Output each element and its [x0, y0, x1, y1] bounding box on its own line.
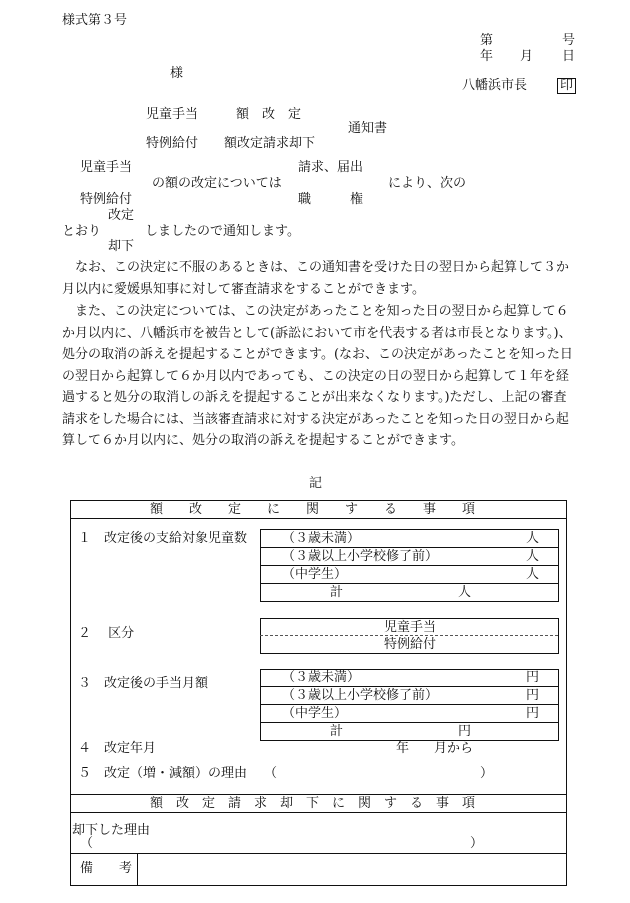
- title-jido: 児童手当: [146, 107, 199, 122]
- body-jido: 児童手当: [80, 160, 133, 175]
- item1-unit-2: 人: [526, 549, 540, 564]
- number-go: 号: [562, 33, 576, 48]
- item1-line3: [260, 583, 558, 584]
- date-day: 日: [562, 49, 576, 64]
- item3-total-unit: 円: [458, 724, 472, 739]
- item3-line2: [260, 704, 558, 705]
- body-shimashita: しましたので通知します。: [145, 224, 300, 239]
- seal-mark: 印: [557, 78, 576, 94]
- mayor-name: 八幡浜市長: [462, 78, 528, 93]
- item3-unit-1: 円: [526, 670, 540, 685]
- item3-row-elementary: （３歳以上小学校修了前）: [282, 688, 439, 703]
- item4-year: 年: [396, 741, 410, 756]
- section2-header: 額 改 定 請 求 却 下 に 関 す る 事 項: [150, 796, 476, 811]
- paragraph-lawsuit: また、この決定については、この決定があったことを知った日の翌日から起算して６か月以内に、八幡浜市を被告として(訴訟において市を代表する者は市長となります。)、処分の取消の訴えを提起することができます。(なお、この決定があったことを知った日の翌日から起算して６か月以内であっても、この決定の日の翌日から起算して１年を経過すると処分の取消しの訴えを提起することが出来なくなります。)ただし、上記の審査請求をした場合には、当該審査請求に対する決定があったことを知った日の翌日から起算して６か月以内に、処分の取消の訴えを提起することができます。: [62, 304, 573, 448]
- title-tsuchisho: 通知書: [348, 121, 388, 136]
- remarks-label: 備 考: [80, 861, 133, 876]
- item5-close-paren: ）: [480, 766, 494, 781]
- item5-open-paren: （: [264, 766, 278, 781]
- body-shokken: 職 権: [298, 192, 364, 207]
- item3-line1: [260, 686, 558, 687]
- item3-row-junior: （中学生）: [282, 706, 348, 721]
- item3-row-under3: （３歳未満）: [282, 670, 361, 685]
- number-dai: 第: [480, 33, 494, 48]
- item1-total-unit: 人: [458, 585, 472, 600]
- rejection-reason-label: 却下した理由: [72, 823, 151, 838]
- remarks-divider: [137, 853, 138, 885]
- rejection-open-paren: （: [80, 836, 94, 851]
- body-kyakka: 却下: [108, 239, 135, 254]
- item1-row-under3: （３歳未満）: [282, 531, 361, 546]
- item1-unit-3: 人: [526, 567, 540, 582]
- body-tokurei: 特例給付: [80, 192, 133, 207]
- body-niyori: により、次の: [388, 176, 467, 191]
- form-number: 様式第３号: [62, 13, 128, 28]
- item4-label: ４ 改定年月: [78, 741, 157, 756]
- body-nogaku: の額の改定については: [152, 176, 282, 191]
- section1-header-divider: [70, 518, 566, 519]
- item1-label: １ 改定後の支給対象児童数: [78, 531, 248, 546]
- item5-label: ５ 改定（増・減額）の理由: [78, 766, 248, 781]
- item2-option-jido: 児童手当: [384, 620, 437, 635]
- item1-row-junior: （中学生）: [282, 567, 348, 582]
- item3-label: ３ 改定後の手当月額: [78, 676, 209, 691]
- body-kaitei: 改定: [108, 208, 135, 223]
- remarks-top-line: [70, 853, 566, 854]
- item3-unit-3: 円: [526, 706, 540, 721]
- paragraph-appeal: なお、この決定に不服のあるときは、この通知書を受けた日の翌日から起算して３か月以内に愛媛県知事に対して審査請求をすることができます。: [62, 260, 570, 297]
- title-kyakka: 額改定請求却下: [224, 136, 316, 151]
- item3-unit-2: 円: [526, 688, 540, 703]
- item4-month-from: 月から: [434, 741, 474, 756]
- item3-line3: [260, 722, 558, 723]
- title-tokurei: 特例給付: [146, 136, 199, 151]
- item2-option-tokurei: 特例給付: [384, 637, 437, 652]
- date-month: 月: [520, 49, 534, 64]
- title-gakukaitei: 額 改 定: [236, 107, 302, 122]
- item2-label: ２ 区分: [78, 626, 135, 641]
- body-seikyu: 請求、届出: [298, 160, 364, 175]
- item3-total-label: 計: [330, 724, 344, 739]
- rejection-close-paren: ）: [470, 836, 484, 851]
- item1-line1: [260, 547, 558, 548]
- section1-header: 額 改 定 に 関 す る 事 項: [150, 502, 476, 517]
- addressee-sama: 様: [170, 66, 184, 81]
- item1-unit-1: 人: [526, 531, 540, 546]
- date-year: 年: [480, 49, 494, 64]
- section2-top-line: [70, 794, 566, 795]
- body-toori: とおり: [62, 224, 102, 239]
- item1-line2: [260, 565, 558, 566]
- section2-header-line: [70, 812, 566, 813]
- item1-row-elementary: （３歳以上小学校修了前）: [282, 549, 439, 564]
- item1-total-label: 計: [330, 585, 344, 600]
- ki-label: 記: [309, 476, 323, 491]
